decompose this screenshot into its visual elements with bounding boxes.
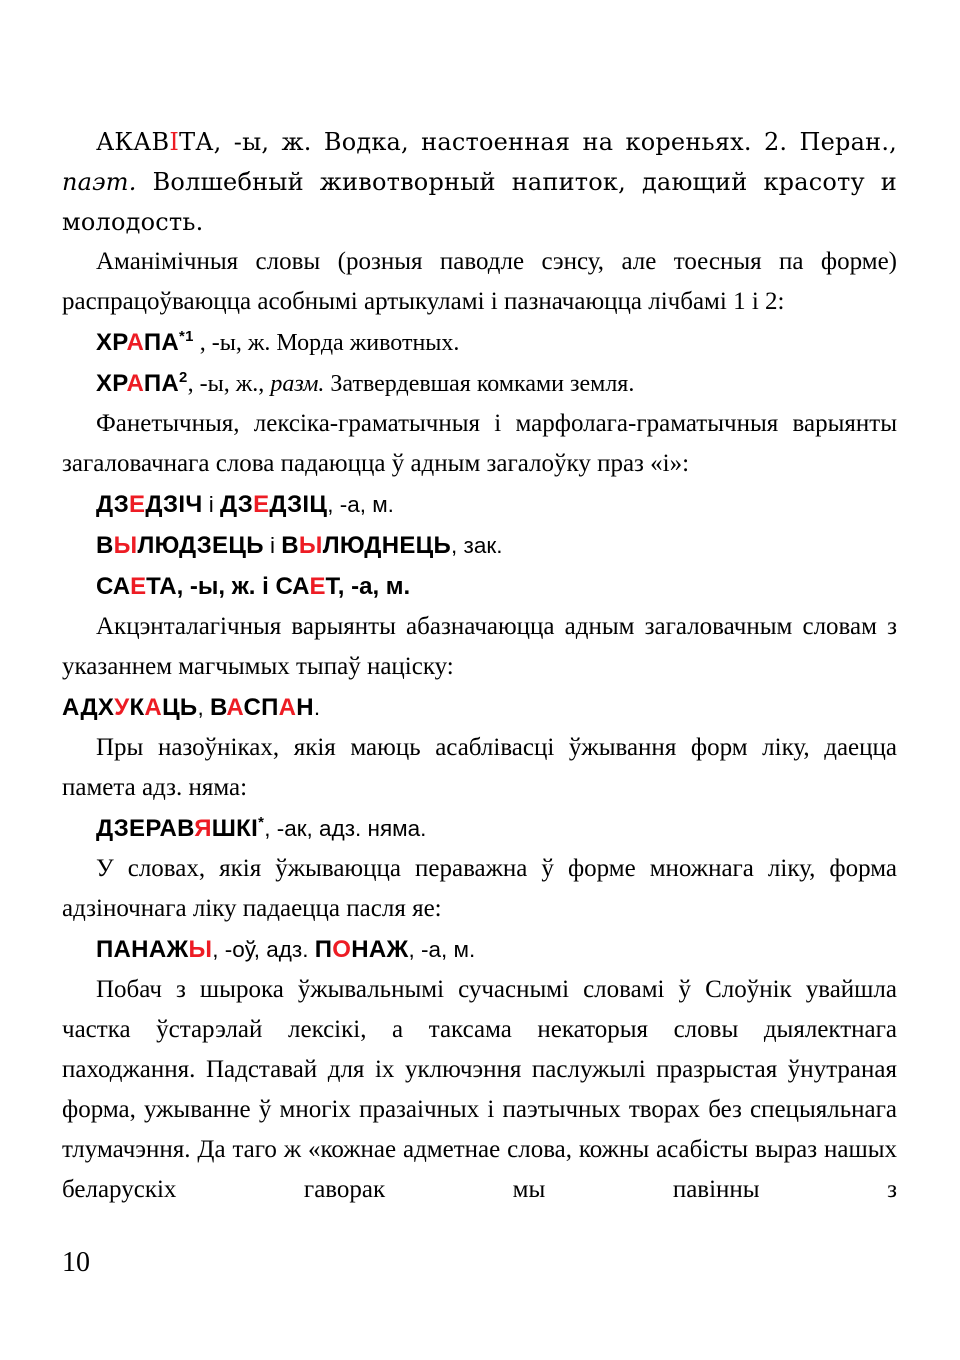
- homonym-index: 2: [179, 370, 188, 386]
- headword-text: ХР: [96, 370, 127, 397]
- stressed-letter: Я: [194, 815, 212, 842]
- headword-text-tail: ЛЮДЗЕЦЬ: [137, 532, 264, 559]
- headword-text: АДХ: [62, 694, 115, 721]
- headword-akavita: [96, 128, 221, 156]
- headword-dzeraviaski: [96, 815, 264, 842]
- stressed-letter-variant-1: У: [114, 694, 130, 721]
- entry-body-part-2: Волшебный животворный напиток, дающий красоту и молодость.: [62, 168, 897, 236]
- headword-text-tail: ТА, -ы, ж.: [146, 573, 256, 600]
- stressed-letter: Ы: [113, 532, 138, 559]
- headword-adhukac: [62, 694, 197, 721]
- stressed-letter: І: [169, 128, 180, 156]
- headword-text-2: П: [314, 936, 333, 963]
- headword-text-tail: ПА: [143, 370, 180, 397]
- stressed-letter: Ы: [298, 532, 323, 559]
- stressed-letter-2: О: [332, 936, 352, 963]
- headword-text: В: [96, 532, 114, 559]
- entry-adhukac-vaspan: [62, 687, 897, 728]
- entry-grammar-mid: , -оў, адз.: [212, 937, 315, 962]
- headword-text-mid: К: [129, 694, 145, 721]
- entry-period: .: [313, 695, 321, 720]
- headword-panazy: [96, 936, 212, 963]
- headword-text: В: [281, 532, 299, 559]
- headword-text: ДЗ: [220, 491, 254, 518]
- page-number: 10: [62, 1247, 90, 1278]
- stressed-letter: Е: [129, 491, 146, 518]
- paragraph-homonyms: Аманімічныя словы (розныя паводле сэнсу, але тоесныя па форме) распрацоўваюцца асобнымі артыкуламі і пазначаюцца лічбамі 1 і 2:: [62, 248, 897, 315]
- headword-dziedzic-2: [220, 491, 327, 518]
- entry-hrapa-2: [62, 363, 897, 404]
- paragraph-plural-mostly: У словах, якія ўжываюцца пераважна ў форме множнага ліку, форма адзіночнага ліку падаецца пасля яе:: [62, 855, 897, 922]
- entry-grammar: , -а, м.: [327, 492, 394, 517]
- entry-dzeraviaski: [62, 808, 897, 849]
- stressed-letter: Ы: [188, 936, 213, 963]
- asterisk-marker: *: [258, 815, 265, 831]
- headword-text: ХР: [96, 329, 127, 356]
- entry-grammar: , -ак, адз. няма.: [264, 816, 427, 841]
- stressed-letter-variant-2: А: [278, 694, 297, 721]
- entry-akavita: [62, 122, 897, 242]
- headword-text: АКАВ: [96, 128, 170, 156]
- stressed-letter-variant-2: А: [144, 694, 163, 721]
- paragraph-accentological: Акцэнталагічныя варыянты абазначаюцца адным загаловачным словам з указаннем магчымых тыпаў націску:: [62, 613, 897, 680]
- entry-saieta: [62, 566, 897, 607]
- headword-vaspan: [210, 694, 314, 721]
- headword-text: ДЗ: [96, 491, 130, 518]
- entry-body-part-1: -ы, ж. Водка, настоенная на кореньях. 2. Перан.,: [221, 128, 897, 156]
- headword-text-tail-2: НАЖ: [351, 936, 409, 963]
- headword-text: СА: [96, 573, 131, 600]
- headword-hrapa-1: [96, 329, 194, 356]
- entry-grammar: , -ы, ж.,: [187, 371, 271, 397]
- variant-conjunction: і: [202, 492, 221, 517]
- paragraph-closing: Побач з шырока ўжывальнымі сучаснымі словамі ў Слоўнік увайшла частка ўстарэлай лексікі, а таксама некаторыя словы дыялектнага паходжання. Падставай для іх уключэння паслужылі празрыстая ўнутраная форма, ужыванне ў многіх празаічных і паэтычных творах без спецыяльнага тлумачэння. Да таго ж «кожнае адметнае слова, кожны асабісты выраз нашых беларускіх гаворак мы павінны з: [62, 976, 897, 1203]
- stressed-letter-2: Е: [309, 573, 326, 600]
- entry-label-razm: разм.: [270, 371, 325, 397]
- entry-panazy: [62, 929, 897, 970]
- variant-conjunction: і: [255, 573, 276, 600]
- stressed-letter-variant-1: А: [226, 694, 244, 721]
- headword-text-mid: СП: [243, 694, 279, 721]
- headword-text-tail: ЦЬ: [162, 694, 198, 721]
- entry-hrapa-1: [62, 322, 897, 363]
- headword-vyliudziec-2: [281, 532, 451, 559]
- entry-grammar: , -а, м.: [408, 937, 476, 962]
- entry-grammar: , зак.: [451, 533, 503, 558]
- entry-vyliudziec: [62, 525, 897, 566]
- headword-ponaz: [315, 936, 409, 963]
- headword-text-2: СА: [275, 573, 310, 600]
- headword-text-tail: Н: [296, 694, 314, 721]
- headword-text-tail: ЛЮДНЕЦЬ: [322, 532, 452, 559]
- headword-text-tail: ДЗІЧ: [145, 491, 203, 518]
- stressed-letter: А: [126, 370, 144, 397]
- headword-text-tail: ТА,: [179, 128, 222, 156]
- headword-dziedzic-1: [96, 491, 203, 518]
- page-content: [62, 122, 897, 1210]
- headword-text: ПАНАЖ: [96, 936, 189, 963]
- entry-separator: ,: [197, 695, 210, 720]
- headword-text-tail: ДЗІЦ: [269, 491, 328, 518]
- paragraph-nouns-no-singular: Пры назоўніках, якія маюць асаблівасці ўжывання форм ліку, даецца памета адз. няма:: [62, 734, 897, 801]
- headword-text-tail: ПА: [143, 329, 180, 356]
- headword-hrapa-2: [96, 370, 188, 397]
- headword-vyliudziec-1: [96, 532, 264, 559]
- headword-text: В: [209, 694, 227, 721]
- variant-conjunction: і: [263, 533, 282, 558]
- headword-text-tail-2: Т, -а, м.: [325, 573, 411, 600]
- headword-text-tail: ШКІ: [211, 815, 259, 842]
- headword-saieta-1: [96, 573, 410, 600]
- stressed-letter: Е: [253, 491, 270, 518]
- entry-body: , -ы, ж. Морда животных.: [193, 330, 460, 356]
- entry-definition: Затвердевшая комками земля.: [324, 371, 635, 397]
- stressed-letter: Е: [130, 573, 147, 600]
- entry-dziedzic: [62, 484, 897, 525]
- entry-label-paet: паэт.: [62, 168, 137, 196]
- stressed-letter: А: [126, 329, 144, 356]
- headword-text: ДЗЕРАВ: [96, 815, 195, 842]
- paragraph-variants: Фанетычныя, лексіка-граматычныя і марфолага-граматычныя варыянты загаловачнага слова падаюцца ў адным загалоўку праз «і»:: [62, 410, 897, 477]
- homonym-index: *1: [179, 329, 194, 345]
